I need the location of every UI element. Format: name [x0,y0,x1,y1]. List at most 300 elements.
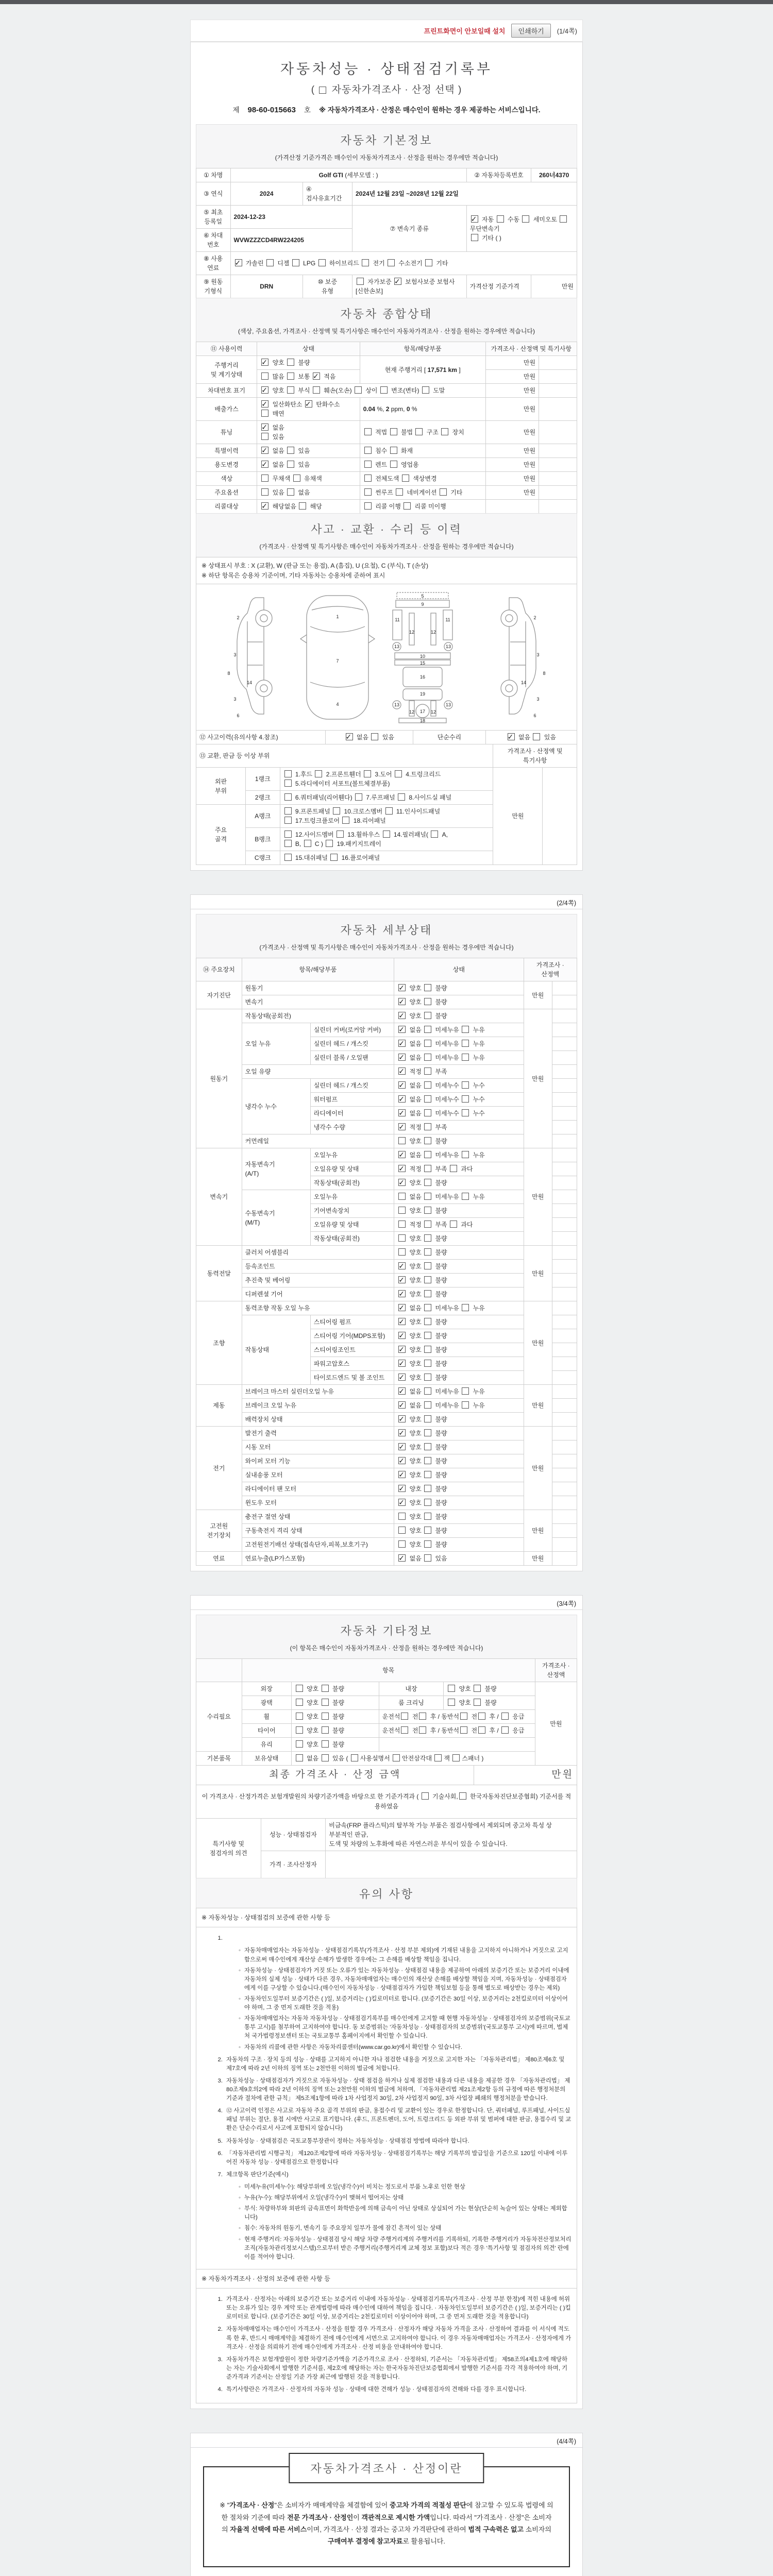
checkbox[interactable] [287,488,294,496]
cell: ✓ 양호 불량 [394,1357,524,1371]
table-row [196,1538,577,1552]
checkbox[interactable] [424,1137,431,1144]
item-number: 4. [217,2386,223,2393]
checkbox[interactable] [497,215,504,223]
document-number: 98-60-015663 [247,106,296,114]
checkbox-checked[interactable] [398,984,406,991]
checkbox-checked[interactable] [398,1485,406,1492]
checkbox[interactable] [424,1262,431,1269]
checkbox-checked[interactable] [398,1262,406,1269]
checkbox[interactable] [398,1221,406,1228]
checkbox-checked[interactable] [346,733,353,740]
checkbox[interactable] [284,831,292,838]
final-price-table-container [196,1765,577,1785]
checkbox[interactable] [398,1540,406,1548]
checkbox[interactable] [390,461,397,468]
page-indicator-4 [190,2433,583,2447]
checkbox[interactable] [424,1374,431,1381]
cell: 만원 [524,1427,552,1510]
checkbox[interactable] [398,1248,406,1256]
checkbox[interactable] [364,447,372,454]
cell: 260너4370 [531,168,577,182]
checkbox[interactable] [287,386,294,394]
checkbox[interactable] [452,1754,460,1761]
checkbox-checked[interactable] [398,1095,406,1103]
cell: 클러치 어셈블리 [242,1246,394,1260]
checkbox[interactable] [424,1193,431,1200]
checkbox[interactable] [299,502,306,510]
cell [552,1176,577,1190]
checkbox-checked[interactable] [398,1165,406,1172]
item-number: 7. [217,2171,223,2178]
checkbox[interactable] [478,1713,485,1720]
checkbox[interactable] [287,461,294,468]
checkbox[interactable] [424,1067,431,1075]
checkbox[interactable] [402,474,409,482]
cell: 있음 없음 [257,486,360,500]
checkbox[interactable] [424,1471,431,1478]
table-row [196,1659,577,1682]
checkbox[interactable] [419,1713,426,1720]
checkbox[interactable] [424,1304,431,1311]
table-row [196,182,577,206]
checkbox[interactable] [462,1095,469,1103]
checkbox[interactable] [357,278,364,285]
cell: 작동상태(공회전) [242,1009,394,1023]
checkbox-checked[interactable] [261,502,268,510]
checkbox-checked[interactable] [398,1054,406,1061]
cell: 연료누출(LP가스포함) [242,1552,394,1566]
checkbox[interactable] [424,1234,431,1242]
checkbox[interactable] [462,1026,469,1033]
checkbox[interactable] [424,1360,431,1367]
checkbox[interactable] [401,1726,408,1734]
checkbox[interactable] [424,1457,431,1464]
checkbox[interactable] [419,1726,426,1734]
checkbox-checked[interactable] [261,400,268,408]
cell: 2024년 12월 23일 ~2028년 12월 22일 [352,182,577,206]
notice-item [215,1934,572,1943]
cell: 기어변속장치 [310,1204,394,1218]
checkbox[interactable] [462,1040,469,1047]
checkbox-checked[interactable] [398,998,406,1005]
checkbox[interactable] [322,1726,329,1734]
checkbox[interactable] [424,1513,431,1520]
checkbox-checked[interactable] [261,447,268,454]
checkbox-checked[interactable] [235,259,242,266]
checkbox[interactable] [424,1485,431,1492]
checkbox[interactable] [362,259,369,266]
checkbox[interactable] [322,1713,329,1720]
checkbox-checked[interactable] [398,1471,406,1478]
checkbox-checked[interactable] [398,1067,406,1075]
checkbox-checked[interactable] [398,1276,406,1283]
checkbox[interactable] [424,1346,431,1353]
cell [326,1851,577,1878]
cell: ✓ 없음 미세누유 누유 [394,1023,524,1037]
cell: 차대번호 표기 [196,384,257,398]
table-row [196,1427,577,1440]
cell: 내장 [379,1682,444,1696]
checkbox[interactable] [351,1754,358,1761]
checkbox[interactable] [448,1699,455,1706]
checkbox[interactable] [398,1137,406,1144]
checkbox-checked[interactable] [398,1554,406,1562]
checkbox[interactable] [304,840,311,847]
checkbox[interactable] [424,1109,431,1116]
checkbox-checked[interactable] [394,278,401,285]
checkbox[interactable] [292,259,299,266]
checkbox[interactable] [355,793,362,801]
checkbox[interactable] [319,87,326,94]
checkbox[interactable] [424,1248,431,1256]
checkbox[interactable] [424,1040,431,1047]
cell: 연료 [196,1552,242,1566]
checkbox-checked[interactable] [398,1290,406,1297]
checkbox[interactable] [284,770,292,777]
checkbox-checked[interactable] [398,1360,406,1367]
cell: ✓ 양호 불량 [257,356,360,370]
print-install-link[interactable]: 프린트화면이 안보일때 설치 [424,27,506,35]
checkbox[interactable] [462,1401,469,1409]
checkbox[interactable] [424,1554,431,1562]
checkbox-checked[interactable] [398,1040,406,1047]
checkbox[interactable] [424,1095,431,1103]
checkbox[interactable] [462,1081,469,1089]
checkbox-checked[interactable] [398,1401,406,1409]
checkbox[interactable] [560,215,567,223]
checkbox-checked[interactable] [261,359,268,366]
checkbox[interactable] [284,807,292,815]
checkbox[interactable] [462,1193,469,1200]
checkbox[interactable] [385,807,393,815]
checkbox[interactable] [424,1401,431,1409]
cell [539,370,577,384]
checkbox[interactable] [474,1699,481,1706]
checkbox[interactable] [315,770,322,777]
cell: 양호 불량 [394,1134,524,1148]
checkbox[interactable] [424,1054,431,1061]
checkbox[interactable] [460,1726,467,1734]
cell: ⑬ 교환, 판금 등 이상 부위 [196,744,493,768]
checkbox[interactable] [424,1415,431,1422]
checkbox[interactable] [440,488,447,496]
item-number: 4. [217,2108,223,2114]
checkbox[interactable] [422,386,429,394]
cell: 동력전달 [196,1246,242,1301]
checkbox[interactable] [364,461,372,468]
checkbox[interactable] [462,1054,469,1061]
checkbox[interactable] [424,1151,431,1158]
checkbox-checked[interactable] [508,733,515,740]
cell: 양호 불량 [291,1682,379,1696]
checkbox[interactable] [424,1318,431,1325]
checkbox[interactable] [431,831,438,838]
other-info-table-container [196,1658,577,1766]
cell: DRN [230,275,303,298]
checkbox[interactable] [287,372,294,380]
checkbox[interactable] [450,1165,457,1172]
checkbox[interactable] [371,733,378,740]
checkbox-checked[interactable] [398,1304,406,1311]
item-number: 3. [217,2077,223,2084]
checkbox[interactable] [471,234,478,241]
checkbox-checked[interactable] [313,372,320,380]
cell: 만원 [485,370,539,384]
checkbox[interactable] [396,488,403,496]
cell: 와이퍼 모터 기능 [242,1454,394,1468]
checkbox[interactable] [424,1179,431,1186]
checkbox[interactable] [424,1499,431,1506]
checkbox[interactable] [337,831,344,838]
checkbox[interactable] [261,372,268,380]
checkbox-checked[interactable] [398,1179,406,1186]
checkbox[interactable] [462,1387,469,1395]
cell: 만원 [485,486,539,500]
cell: ✓ 양호 불량 [394,1343,524,1357]
checkbox[interactable] [296,1713,303,1720]
checkbox[interactable] [424,984,431,991]
checkbox[interactable] [390,447,397,454]
checkbox[interactable] [462,1151,469,1158]
checkbox[interactable] [424,1332,431,1339]
checkbox[interactable] [333,807,340,815]
checkbox[interactable] [424,1207,431,1214]
cell: ✓ 적정 부족 과다 [394,1162,524,1176]
checkbox[interactable] [284,854,292,861]
checkbox[interactable] [330,854,338,861]
cell: 만원 [474,1766,577,1785]
checkbox-checked[interactable] [261,461,268,468]
checkbox[interactable] [296,1685,303,1692]
cell: ✓ 해당없음 해당 [257,500,360,514]
checkbox-checked[interactable] [471,215,478,223]
checkbox-checked[interactable] [398,1026,406,1033]
checkbox[interactable] [501,1726,509,1734]
checkbox[interactable] [460,1713,467,1720]
checkbox[interactable] [398,1527,406,1534]
checkbox[interactable] [501,1713,509,1720]
cell: ✓ 없음 미세누수 누수 [394,1079,524,1093]
checkbox[interactable] [284,793,292,801]
checkbox[interactable] [364,474,372,482]
checkbox[interactable] [434,1754,442,1761]
section-accident-history [196,513,577,557]
checkbox-checked[interactable] [398,1415,406,1422]
checkbox[interactable] [441,428,448,435]
checkbox[interactable] [424,1081,431,1089]
caution-notices [196,1908,577,2403]
cell: 양호 불량 [444,1696,535,1710]
checkbox[interactable] [424,1123,431,1130]
checkbox[interactable] [322,1699,329,1706]
checkbox[interactable] [364,488,372,496]
checkbox[interactable] [398,1513,406,1520]
checkbox[interactable] [296,1726,303,1734]
checkbox[interactable] [401,1713,408,1720]
notice-subitem [239,1946,572,1964]
checkbox[interactable] [522,215,529,223]
checkbox[interactable] [425,259,432,266]
cell: 만원 [535,1682,577,1766]
cell [552,1204,577,1218]
cell: 파워고압호스 [310,1357,394,1371]
checkbox[interactable] [424,1026,431,1033]
checkbox[interactable] [398,1207,406,1214]
checkbox[interactable] [398,1193,406,1200]
section-subnote: (가격조사 · 산정액 및 특기사항은 매수인이 자동차가격조사 · 산정을 원하는 경우에만 적습니다) [259,944,514,952]
checkbox[interactable] [474,1685,481,1692]
cell: 휠 [242,1710,291,1724]
cell [539,458,577,472]
checkbox[interactable] [388,259,395,266]
panel-number-label: 9 [421,602,424,607]
cell [552,1148,577,1162]
document-title: 자동차성능 · 상태점검기록부 [280,61,493,77]
checkbox[interactable] [404,502,411,510]
checkbox[interactable] [287,359,294,366]
checkbox-checked[interactable] [261,423,268,431]
checkbox[interactable] [261,433,268,440]
checkbox[interactable] [462,1304,469,1311]
print-button[interactable]: 인쇄하기 [511,24,550,38]
checkbox[interactable] [261,488,268,496]
checkbox[interactable] [284,840,292,847]
cell [552,1524,577,1538]
checkbox[interactable] [450,1221,457,1228]
cell: ✓ 양호 불량 [394,1315,524,1329]
checkbox[interactable] [422,1792,429,1800]
checkbox[interactable] [266,259,274,266]
checkbox-checked[interactable] [398,1457,406,1464]
bullet-icon: ◦ [239,2183,241,2190]
checkbox[interactable] [424,1012,431,1019]
checkbox[interactable] [287,447,294,454]
checkbox[interactable] [478,1726,485,1734]
checkbox[interactable] [448,1685,455,1692]
checkbox-checked[interactable] [398,1346,406,1353]
checkbox-checked[interactable] [398,1012,406,1019]
cell: 만원 [485,472,539,486]
checkbox[interactable] [424,1540,431,1548]
checkbox-checked[interactable] [398,1318,406,1325]
checkbox[interactable] [415,428,423,435]
checkbox[interactable] [424,1290,431,1297]
checkbox-checked[interactable] [398,1374,406,1381]
cell: 등속조인트 [242,1260,394,1274]
checkbox[interactable] [462,1109,469,1116]
checkbox[interactable] [398,793,405,801]
cell: ✓ 양호 불량 [394,1468,524,1482]
checkbox[interactable] [383,831,390,838]
item-number: 2. [217,2326,223,2333]
cell: 실내송풍 모터 [242,1468,394,1482]
checkbox[interactable] [424,1221,431,1228]
checkbox[interactable] [424,1387,431,1395]
checkbox[interactable] [296,1754,303,1761]
checkbox-checked[interactable] [261,386,268,394]
checkbox[interactable] [261,474,268,482]
checkbox[interactable] [296,1740,303,1748]
panel-number-label: 3 [233,697,237,702]
checkbox[interactable] [364,770,371,777]
checkbox[interactable] [296,1699,303,1706]
checkbox-checked[interactable] [398,1151,406,1158]
cell [552,1287,577,1301]
checkbox-checked[interactable] [398,1109,406,1116]
checkbox-checked[interactable] [398,1443,406,1450]
checkbox[interactable] [424,1443,431,1450]
checkbox[interactable] [342,817,349,824]
checkbox[interactable] [284,817,292,824]
cell: 9.프론트패널 10.크로스멤버 11.인사이드패널 17.트렁크플로어 18.리어패널 [280,805,493,828]
checkbox[interactable] [398,1234,406,1242]
checkbox[interactable] [424,1165,431,1172]
checkbox-checked[interactable] [398,1499,406,1506]
checkbox-checked[interactable] [398,1123,406,1130]
checkbox-checked[interactable] [398,1332,406,1339]
subitem-text: 누유(누수): 해당부위에서 오일(냉각수)이 맺혀서 떨어지는 상태 [244,2195,404,2201]
cell: 고전원전기배선 상태(접속단자,피복,보호기구) [242,1538,394,1552]
cell: 만원 [485,421,539,444]
table-row [196,421,577,444]
checkbox[interactable] [318,259,326,266]
checkbox[interactable] [364,502,372,510]
checkbox[interactable] [322,1740,329,1748]
checkbox[interactable] [284,779,292,787]
checkbox-checked[interactable] [398,1387,406,1395]
cell: 특기사항 및 점검자의 의견 [196,1819,261,1878]
checkbox[interactable] [459,1792,466,1800]
table-row [196,486,577,500]
cell: ③ 연식 [196,182,231,206]
checkbox[interactable] [293,474,300,482]
checkbox[interactable] [326,840,333,847]
checkbox[interactable] [424,1429,431,1436]
checkbox[interactable] [424,1276,431,1283]
checkbox[interactable] [390,428,397,435]
inspector-opinion-container [196,1818,577,1878]
checkbox[interactable] [393,1754,400,1761]
item-number: 5. [217,2138,223,2144]
checkbox-checked[interactable] [398,1081,406,1089]
item-text: 자동차가격은 보험개발원이 정한 차량기준가액을 기준가격으로 조사 · 산정하되, 기준서는 「자동차관리법」 제58조의4제1호에 해당하는 자는 기술사회에서 발행한 기준서를, 제2호에 해당하는 자는 한국자동차진단보증협회에서 발행한 기준서를 각각 적용하여야 하며, 기준가격과 기준서는 산정일 기준 가장 최근에 발행된 것을 적용합니다. [226,2356,568,2381]
checkbox[interactable] [322,1754,329,1761]
cell: ✓ 가솔린 디젤 LPG 하이브리드 전기 수소전기 기타 [230,252,577,275]
checkbox[interactable] [380,386,388,394]
cell: 배력장치 상태 [242,1413,394,1427]
checkbox-checked[interactable] [305,400,312,408]
checkbox[interactable] [313,386,320,394]
checkbox[interactable] [355,386,362,394]
cell: ✓ 없음 있음 [257,458,360,472]
checkbox[interactable] [533,733,540,740]
checkbox[interactable] [424,998,431,1005]
cell: 양호 불량 [394,1246,524,1260]
cell [552,1274,577,1287]
cell: ✓ 양호 불량 [394,1274,524,1287]
checkbox-checked[interactable] [398,1429,406,1436]
checkbox[interactable] [395,770,402,777]
section-title: 사고 · 교환 · 수리 등 이력 [311,523,462,536]
checkbox[interactable] [424,1527,431,1534]
checkbox[interactable] [261,410,268,417]
notice-block [196,1908,577,2269]
table-row [196,472,577,486]
checkbox[interactable] [322,1685,329,1692]
checkbox[interactable] [364,428,372,435]
cell: 전기 [196,1427,242,1510]
